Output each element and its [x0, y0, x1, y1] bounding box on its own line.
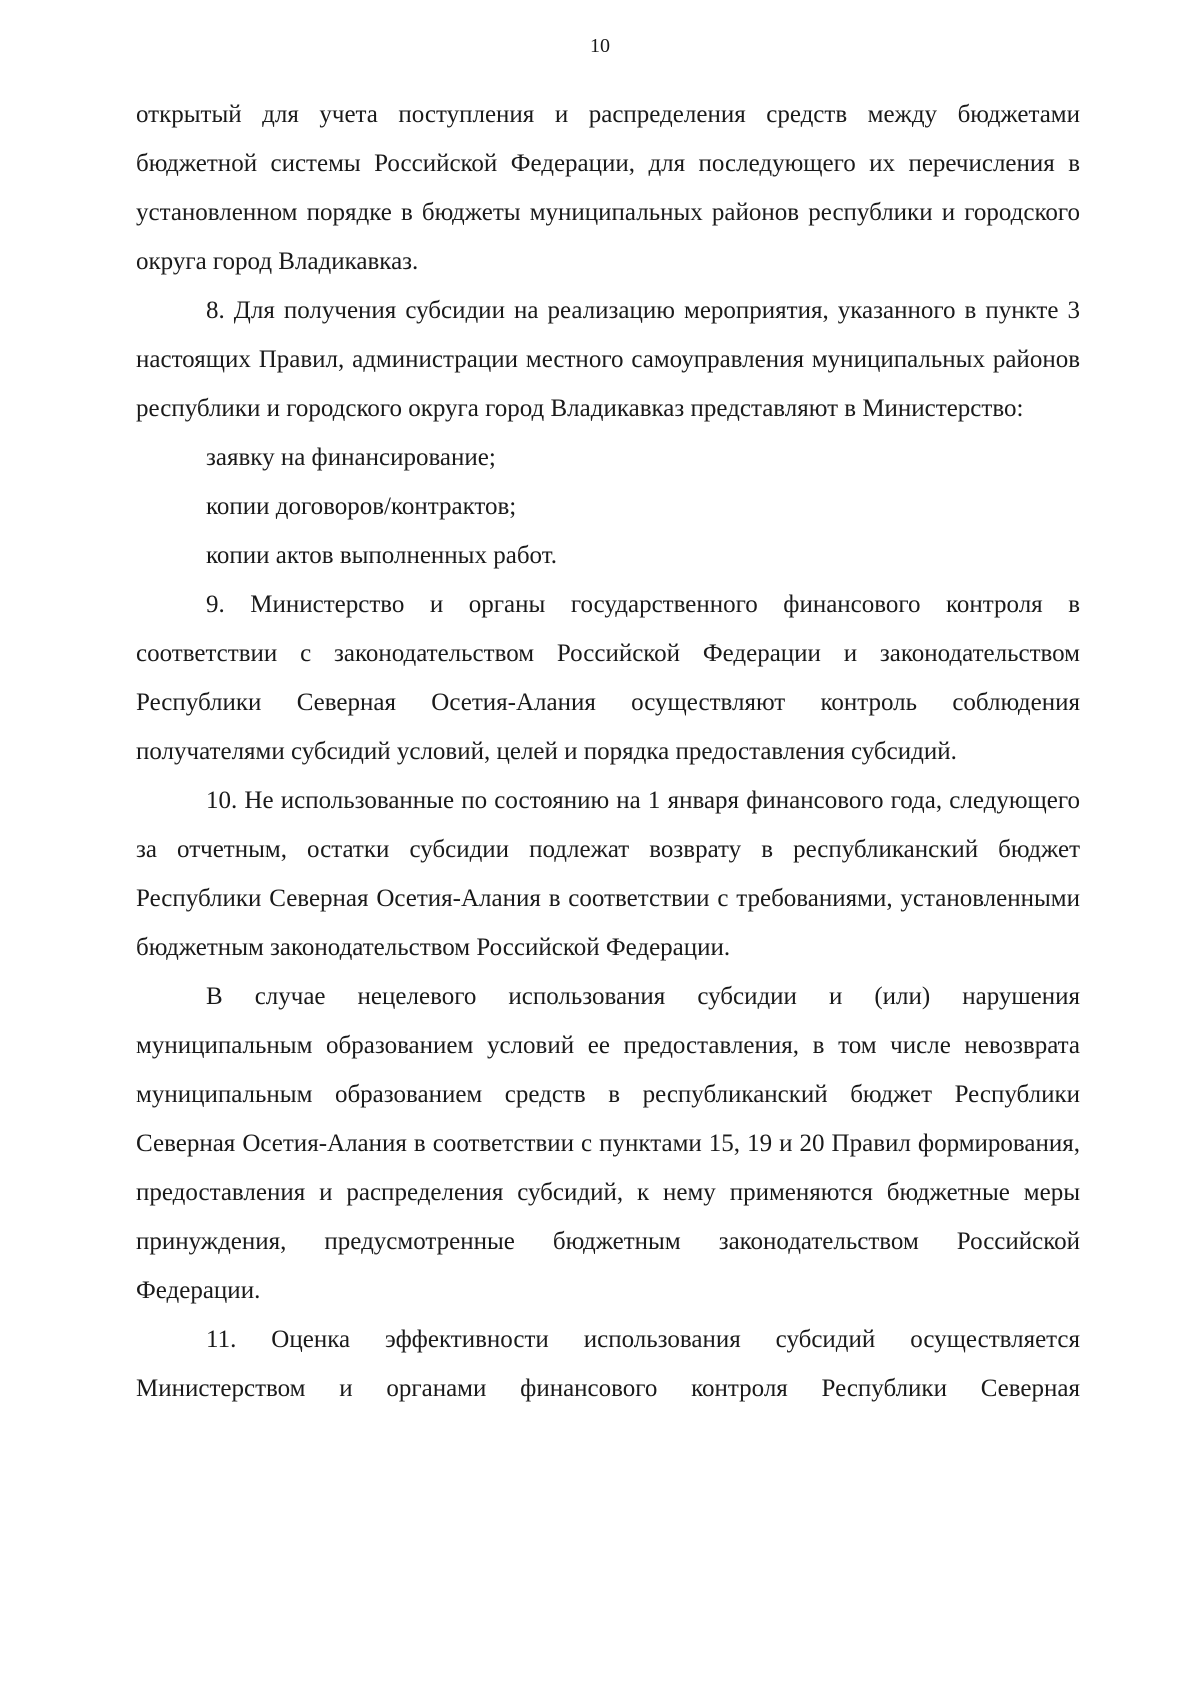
document-body — [136, 90, 1080, 1413]
paragraph-item-9: 9. Министерство и органы государственного финансового контроля в соответствии с законодательством Российской Федерации и законодательством Республики Северная Осетия-Алания осуществляют контроль соблюдения получателями субсидий условий, целей и порядка предоставления субсидий. — [136, 591, 1080, 765]
paragraph-continuation: открытый для учета поступления и распределения средств между бюджетами бюджетной системы Российской Федерации, для последующего их перечисления в установленном порядке в бюджеты муниципальных районов республики и городского округа город Владикавказ. — [136, 101, 1080, 275]
paragraph-item-11: 11. Оценка эффективности использования субсидий осуществляется Министерством и органами финансового контроля Республики Северная — [136, 1326, 1080, 1402]
page-number: 10 — [590, 35, 610, 57]
paragraph-item-8: 8. Для получения субсидии на реализацию мероприятия, указанного в пункте 3 настоящих Правил, администрации местного самоуправления муниципальных районов республики и городского округа город Владикавказ представляют в Министерство: — [136, 297, 1080, 422]
list-item-contracts: копии договоров/контрактов; — [206, 493, 517, 520]
list-item-application: заявку на финансирование; — [206, 444, 496, 471]
paragraph-item-10: 10. Не использованные по состоянию на 1 января финансового года, следующего за отчетным, остатки субсидии подлежат возврату в республиканский бюджет Республики Северная Осетия-Алания в соответствии с требованиями, установленными бюджетным законодательством Российской Федерации. — [136, 787, 1080, 961]
list-item-acts: копии актов выполненных работ. — [206, 542, 558, 569]
paragraph-misuse-case: В случае нецелевого использования субсидии и (или) нарушения муниципальным образованием условий ее предоставления, в том числе невозврата муниципальным образованием средств в республиканский бюджет Республики Северная Осетия-Алания в соответствии с пунктами 15, 19 и 20 Правил формирования, предоставления и распределения субсидий, к нему применяются бюджетные меры принуждения, предусмотренные бюджетным законодательством Российской Федерации. — [136, 983, 1080, 1304]
